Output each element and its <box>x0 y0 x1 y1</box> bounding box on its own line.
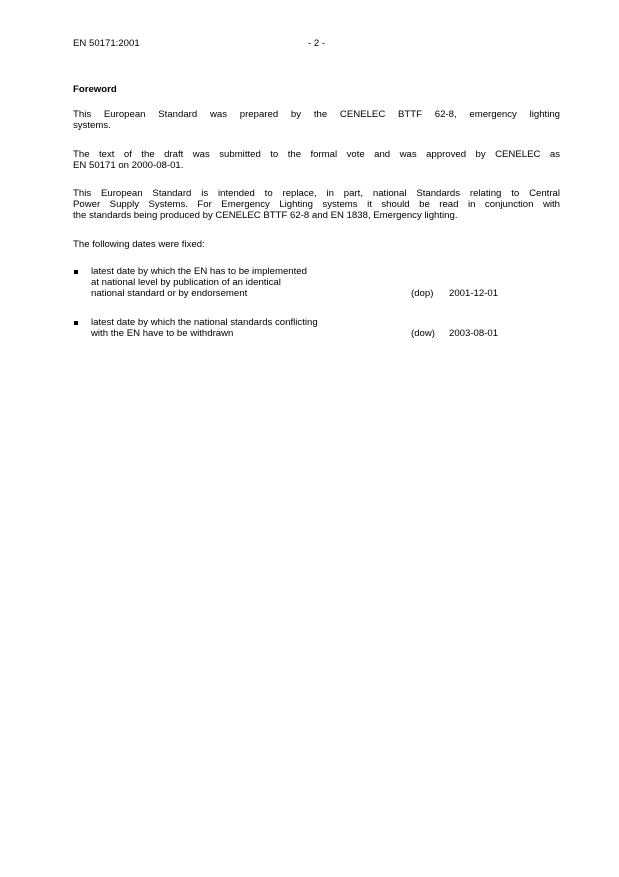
date-item-code: (dop) <box>411 288 434 299</box>
foreword-heading: Foreword <box>73 84 117 95</box>
date-item-description <box>91 266 307 299</box>
date-item-code: (dow) <box>411 328 435 339</box>
paragraph-line: The text of the draft was submitted to the formal vote and was approved by CENELEC as <box>73 149 560 160</box>
paragraph-line: This European Standard is intended to replace, in part, national Standards relating to Central <box>73 188 560 199</box>
date-item-line: latest date by which the national standards conflicting <box>91 317 318 328</box>
paragraph-prepared-by <box>73 109 560 131</box>
paragraph-line: This European Standard was prepared by the CENELEC BTTF 62-8, emergency lighting <box>73 109 560 120</box>
paragraph-line: EN 50171 on 2000-08-01. <box>73 160 184 171</box>
paragraph-draft-approval <box>73 149 560 171</box>
page-number: - 2 - <box>308 38 326 49</box>
paragraph-line: systems. <box>73 120 111 131</box>
date-item-date: 2001-12-01 <box>449 288 499 299</box>
date-item-date: 2003-08-01 <box>449 328 499 339</box>
bullet-icon <box>74 321 78 325</box>
paragraph-line: the standards being produced by CENELEC BTTF 62-8 and EN 1838, Emergency lighting. <box>73 210 458 221</box>
date-item-line: at national level by publication of an identical <box>91 277 281 288</box>
date-item-description <box>91 317 318 339</box>
date-item-line: with the EN have to be withdrawn <box>91 328 234 339</box>
date-item-line: latest date by which the EN has to be implemented <box>91 266 307 277</box>
bullet-icon <box>74 270 78 274</box>
paragraph-scope <box>73 188 560 221</box>
dates-intro: The following dates were fixed: <box>73 239 205 250</box>
paragraph-line: Power Supply Systems. For Emergency Lighting systems it should be read in conjunction with <box>73 199 560 210</box>
document-id: EN 50171:2001 <box>73 38 140 49</box>
date-item-line: national standard or by endorsement <box>91 288 248 299</box>
